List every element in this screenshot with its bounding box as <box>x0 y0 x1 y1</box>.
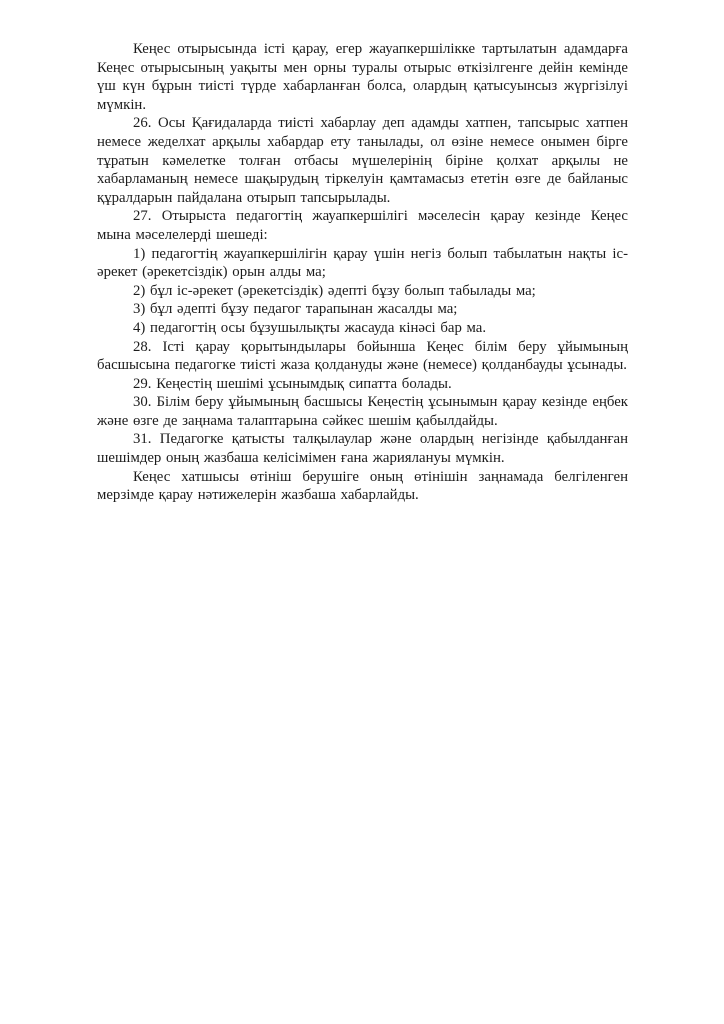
paragraph: 31. Педагогке қатысты талқылаулар және олардың негізінде қабылданған шешімдер оның жазбаша келісімімен ғана жариялануы мүмкін. <box>97 431 628 467</box>
list-item-paragraph: 1) педагогтің жауапкершілігін қарау үшін негіз болып табылатын нақты іс-әрекет (әрекетсіздік) орын алды ма; <box>97 245 628 281</box>
paragraph: 29. Кеңестің шешімі ұсынымдық сипатта болады. <box>133 375 452 392</box>
paragraph: 27. Отырыста педагогтің жауапкершілігі мәселесін қарау кезінде Кеңес мына мәселелерді шешеді: <box>97 208 628 243</box>
paragraph: 30. Білім беру ұйымының басшысы Кеңестің ұсынымын қарау кезінде еңбек және өзге де заңнама талаптарына сәйкес шешім қабылдайды. <box>97 394 628 429</box>
paragraph: Кеңес отырысында істі қарау, егер жауапкершілікке тартылатын адамдарға Кеңес отырысының уақыты мен орны туралы отырыс өткізілгенге дейін кемінде үш күн бұрын тиісті түрде хабарланған болса, олардың қатысуынсыз жүргізілуі мүмкін. <box>97 41 628 113</box>
paragraph: Кеңес хатшысы өтініш берушіге оның өтінішін заңнамада белгіленген мерзімде қарау нәтижелерін жазбаша хабарлайды. <box>97 468 628 504</box>
paragraph: 26. Осы Қағидаларда тиісті хабарлау деп адамды хатпен, тапсырыс хатпен немесе жеделхат арқылы хабардар ету танылады, ол өзіне немесе онымен бірге тұратын кәмелетке толған отбасы мүшелерінің біріне қолхат арқылы не хабарламаның немесе шақырудың тіркелуін қамтамасыз ететін өзге де байланыс құралдарын пайдалана отырып тапсырылады. <box>97 115 628 206</box>
list-item-paragraph: 3) бұл әдепті бұзу педагог тарапынан жасалды ма; <box>133 301 458 318</box>
paragraph: 28. Істі қарау қорытындылары бойынша Кеңес білім беру ұйымының басшысына педагогке тиісті жаза қолдануды және (немесе) қолданбауды ұсынады. <box>97 338 628 374</box>
list-item-paragraph: 2) бұл іс-әрекет (әрекетсіздік) әдепті бұзу болып табылады ма; <box>133 282 536 299</box>
list-item-paragraph: 4) педагогтің осы бұзушылықты жасауда кінәсі бар ма. <box>133 319 487 336</box>
